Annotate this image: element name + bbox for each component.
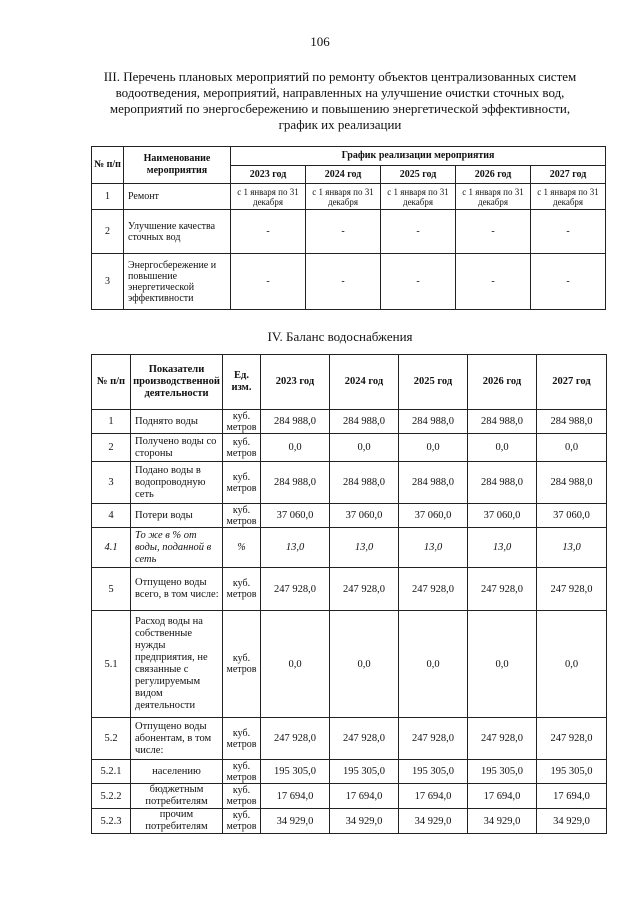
row-number: 5.2: [92, 718, 131, 760]
value-cell: 34 929,0: [330, 809, 399, 834]
table-row: [92, 809, 607, 834]
value-cell: 195 305,0: [261, 760, 330, 784]
header-year: 2026 год: [456, 166, 531, 184]
header-measure-name: Наименование мероприятия: [124, 147, 231, 184]
schedule-cell: -: [456, 210, 531, 254]
value-cell: 37 060,0: [261, 504, 330, 528]
value-cell: 247 928,0: [330, 568, 399, 611]
table-row: [92, 184, 606, 210]
value-cell: 34 929,0: [537, 809, 607, 834]
value-cell: 284 988,0: [468, 410, 537, 434]
schedule-cell: -: [306, 254, 381, 310]
value-cell: 284 988,0: [537, 410, 607, 434]
value-cell: 247 928,0: [537, 718, 607, 760]
header-year: 2025 год: [381, 166, 456, 184]
schedule-cell: -: [531, 210, 606, 254]
row-number: 5.2.2: [92, 784, 131, 809]
table-row: [92, 760, 607, 784]
value-cell: 284 988,0: [537, 462, 607, 504]
schedule-cell: -: [306, 210, 381, 254]
value-cell: 195 305,0: [399, 760, 468, 784]
schedule-cell: -: [231, 254, 306, 310]
table-row: [92, 504, 607, 528]
row-number: 3: [92, 462, 131, 504]
unit-cell: куб. метров: [223, 434, 261, 462]
schedule-cell: с 1 января по 31 декабря: [531, 184, 606, 210]
value-cell: 0,0: [537, 434, 607, 462]
row-number: 2: [92, 434, 131, 462]
value-cell: 284 988,0: [330, 410, 399, 434]
measure-name: Энергосбережение и повышение энергетической эффективности: [124, 254, 231, 310]
value-cell: 247 928,0: [399, 718, 468, 760]
value-cell: 13,0: [330, 528, 399, 568]
unit-cell: куб. метров: [223, 809, 261, 834]
unit-cell: куб. метров: [223, 410, 261, 434]
schedule-cell: с 1 января по 31 декабря: [381, 184, 456, 210]
row-number: 3: [92, 254, 124, 310]
value-cell: 17 694,0: [261, 784, 330, 809]
value-cell: 0,0: [468, 434, 537, 462]
value-cell: 284 988,0: [468, 462, 537, 504]
table-row: [92, 254, 606, 310]
measures-schedule-table: [91, 146, 606, 310]
indicator-name: Отпущено воды всего, в том числе:: [131, 568, 223, 611]
value-cell: 37 060,0: [399, 504, 468, 528]
header-year: 2027 год: [537, 355, 607, 410]
row-number: 5: [92, 568, 131, 611]
row-number: 5.2.3: [92, 809, 131, 834]
header-year: 2025 год: [399, 355, 468, 410]
value-cell: 284 988,0: [261, 410, 330, 434]
row-number: 4.1: [92, 528, 131, 568]
row-number: 5.2.1: [92, 760, 131, 784]
value-cell: 284 988,0: [399, 462, 468, 504]
value-cell: 195 305,0: [537, 760, 607, 784]
row-number: 1: [92, 184, 124, 210]
table-row: [92, 718, 607, 760]
unit-cell: куб. метров: [223, 784, 261, 809]
indicator-name: Подано воды в водопроводную сеть: [131, 462, 223, 504]
value-cell: 17 694,0: [468, 784, 537, 809]
header-year: 2024 год: [306, 166, 381, 184]
value-cell: 13,0: [537, 528, 607, 568]
value-cell: 0,0: [399, 434, 468, 462]
header-num: № п/п: [92, 355, 131, 410]
water-balance-table: [91, 354, 607, 834]
value-cell: 37 060,0: [468, 504, 537, 528]
indicator-name: прочим потребителям: [131, 809, 223, 834]
value-cell: 247 928,0: [468, 568, 537, 611]
header-year: 2026 год: [468, 355, 537, 410]
value-cell: 37 060,0: [330, 504, 399, 528]
value-cell: 13,0: [399, 528, 468, 568]
indicator-name: Расход воды на собственные нужды предприятия, не связанные с регулируемым видом деятельности: [131, 611, 223, 718]
table-row: [92, 210, 606, 254]
row-number: 5.1: [92, 611, 131, 718]
table-row: [92, 410, 607, 434]
schedule-cell: -: [456, 254, 531, 310]
unit-cell: %: [223, 528, 261, 568]
header-schedule: График реализации мероприятия: [231, 147, 606, 166]
value-cell: 247 928,0: [468, 718, 537, 760]
header-year: 2024 год: [330, 355, 399, 410]
row-number: 4: [92, 504, 131, 528]
schedule-cell: с 1 января по 31 декабря: [231, 184, 306, 210]
measure-name: Ремонт: [124, 184, 231, 210]
table-row: [92, 528, 607, 568]
schedule-cell: -: [381, 254, 456, 310]
unit-cell: куб. метров: [223, 462, 261, 504]
value-cell: 247 928,0: [261, 568, 330, 611]
value-cell: 13,0: [261, 528, 330, 568]
header-unit: Ед. изм.: [223, 355, 261, 410]
unit-cell: куб. метров: [223, 504, 261, 528]
value-cell: 195 305,0: [468, 760, 537, 784]
unit-cell: куб. метров: [223, 760, 261, 784]
header-year: 2023 год: [231, 166, 306, 184]
value-cell: 0,0: [330, 434, 399, 462]
page-number: 106: [310, 34, 330, 49]
unit-cell: куб. метров: [223, 718, 261, 760]
value-cell: 0,0: [399, 611, 468, 718]
table-row: [92, 784, 607, 809]
value-cell: 17 694,0: [537, 784, 607, 809]
value-cell: 284 988,0: [330, 462, 399, 504]
section-4-title: IV. Баланс водоснабжения: [267, 329, 413, 344]
measure-name: Улучшение качества сточных вод: [124, 210, 231, 254]
schedule-cell: -: [531, 254, 606, 310]
header-year: 2027 год: [531, 166, 606, 184]
value-cell: 0,0: [261, 434, 330, 462]
indicator-name: населению: [131, 760, 223, 784]
value-cell: 17 694,0: [330, 784, 399, 809]
table-row: [92, 568, 607, 611]
header-year: 2023 год: [261, 355, 330, 410]
schedule-cell: с 1 января по 31 декабря: [456, 184, 531, 210]
value-cell: 37 060,0: [537, 504, 607, 528]
section-3-title: III. Перечень плановых мероприятий по ремонту объектов централизованных систем водоотведения, мероприятий, направленных на улучшение очистки сточных вод, мероприятий по энергосбережению и повышению энергетической эффективности, график их реализации: [103, 69, 577, 132]
row-number: 2: [92, 210, 124, 254]
schedule-cell: -: [381, 210, 456, 254]
value-cell: 284 988,0: [261, 462, 330, 504]
unit-cell: куб. метров: [223, 611, 261, 718]
schedule-cell: с 1 января по 31 декабря: [306, 184, 381, 210]
value-cell: 247 928,0: [261, 718, 330, 760]
value-cell: 17 694,0: [399, 784, 468, 809]
value-cell: 0,0: [537, 611, 607, 718]
value-cell: 0,0: [468, 611, 537, 718]
schedule-cell: -: [231, 210, 306, 254]
unit-cell: куб. метров: [223, 568, 261, 611]
value-cell: 247 928,0: [537, 568, 607, 611]
indicator-name: Отпущено воды абонентам, в том числе:: [131, 718, 223, 760]
value-cell: 0,0: [261, 611, 330, 718]
table-row: [92, 462, 607, 504]
header-num: № п/п: [92, 147, 124, 184]
table-row: [92, 434, 607, 462]
value-cell: 34 929,0: [261, 809, 330, 834]
header-indicator: Показатели производственной деятельности: [131, 355, 223, 410]
indicator-name: Получено воды со стороны: [131, 434, 223, 462]
row-number: 1: [92, 410, 131, 434]
value-cell: 247 928,0: [399, 568, 468, 611]
value-cell: 34 929,0: [399, 809, 468, 834]
value-cell: 247 928,0: [330, 718, 399, 760]
value-cell: 13,0: [468, 528, 537, 568]
indicator-name: Поднято воды: [131, 410, 223, 434]
value-cell: 195 305,0: [330, 760, 399, 784]
indicator-name: То же в % от воды, поданной в сеть: [131, 528, 223, 568]
value-cell: 284 988,0: [399, 410, 468, 434]
indicator-name: Потери воды: [131, 504, 223, 528]
value-cell: 0,0: [330, 611, 399, 718]
table-row: [92, 611, 607, 718]
indicator-name: бюджетным потребителям: [131, 784, 223, 809]
value-cell: 34 929,0: [468, 809, 537, 834]
